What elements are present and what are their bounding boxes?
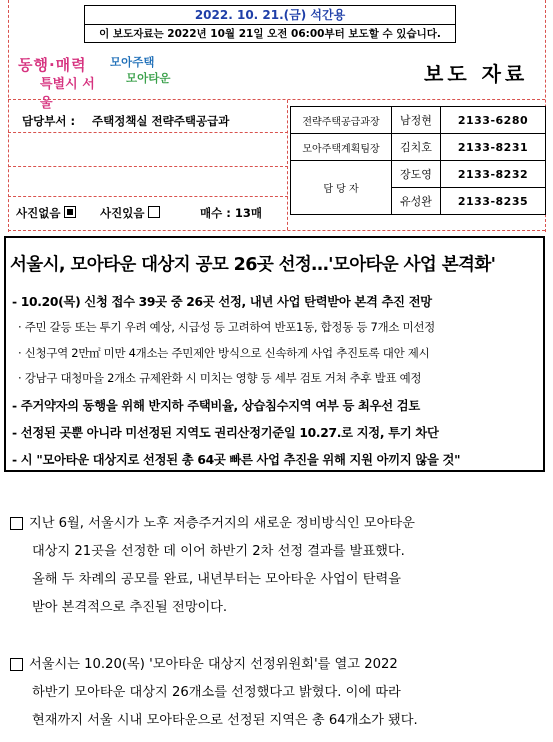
summary-item: · 강남구 대청마을 2개소 규제완화 시 미치는 영향 등 세부 검토 거쳐 추후 발표 예정 xyxy=(18,371,422,385)
staff-label: 담 당 자 xyxy=(291,161,392,215)
dept-value: 주택정책실 전략주택공급과 xyxy=(92,114,230,128)
summary-item: · 주민 갈등 또는 투기 우려 예상, 시급성 등 고려하여 반포1동, 합정동 등 7개소 미선정 xyxy=(18,320,435,334)
dept-label: 담당부서 : xyxy=(22,114,76,128)
summary-item: - 주거약자의 동행을 위해 반지하 주택비율, 상습침수지역 여부 등 최우선 검토 xyxy=(12,399,420,413)
contact-dept: 전략주택공급과장 xyxy=(291,107,392,134)
moa-logo: 모아주택 모아타운 xyxy=(110,55,171,85)
guide-line xyxy=(8,132,288,133)
summary-item: - 선정된 곳뿐 아니라 미선정된 지역도 권리산정기준일 10.27.로 지정, 투기 차단 xyxy=(12,426,439,440)
page-count: 매수 : 13매 xyxy=(200,206,262,220)
contact-row xyxy=(291,107,546,134)
checkbox-checked-icon xyxy=(64,206,76,218)
body-paragraph: 서울시는 10.20(목) '모아타운 대상지 선정위원회'를 열고 2022 하반기 모아타운 대상지 26개소를 선정했다고 밝혔다. 이에 따라 현재까지 서울 시내 모아타운으로 선정된 지역은 총 64개소가 됐다. xyxy=(10,651,540,735)
body-paragraph: 지난 6월, 서울시가 노후 저층주거지의 새로운 정비방식인 모아타운 대상지 21곳을 선정한 데 이어 하반기 2차 선정 결과를 발표했다. 올해 두 차례의 공모를 완료, 내년부터는 모아타운 사업이 탄력을 받아 본격적으로 추진될 전망이다. xyxy=(10,510,540,622)
summary-item: - 시 "모아타운 대상지로 선정된 총 64곳 빠른 사업 추진을 위해 지원 아끼지 않을 것" xyxy=(12,453,461,467)
contact-phone: 2133-8232 xyxy=(441,161,546,188)
photo-option-none: 사진없음 xyxy=(16,205,76,221)
embargo-notice: 이 보도자료는 2022년 10월 21일 오전 06:00부터 보도할 수 있습니다. xyxy=(99,28,441,40)
summary-item: - 10.20(목) 신청 접수 39곳 중 26곳 선정, 내년 사업 탄력받아 본격 추진 전망 xyxy=(12,295,432,309)
summary-item: · 신청구역 2만㎡ 미만 4개소는 주민제안 방식으로 신속하게 사업 추진토록 대안 제시 xyxy=(18,346,430,360)
guide-line xyxy=(287,100,288,230)
checkbox-empty-icon xyxy=(148,206,160,218)
guide-line xyxy=(8,230,545,231)
contact-name: 장도영 xyxy=(392,161,441,188)
contact-name: 김치호 xyxy=(392,134,441,161)
document-title: 보도 자료 xyxy=(424,62,529,86)
contact-name: 남정현 xyxy=(392,107,441,134)
guide-line xyxy=(8,196,288,197)
contact-phone: 2133-8231 xyxy=(441,134,546,161)
seoul-logo: 동행·매력 특별시 서울 xyxy=(18,56,95,111)
contact-row xyxy=(291,134,546,161)
contact-phone: 2133-6280 xyxy=(441,107,546,134)
contact-name: 유성완 xyxy=(392,188,441,215)
contact-table xyxy=(290,106,546,215)
guide-line xyxy=(8,0,9,232)
contact-row xyxy=(291,161,546,188)
contact-dept: 모아주택계획팀장 xyxy=(291,134,392,161)
embargo-date: 2022. 10. 21.(금) 석간용 xyxy=(85,6,455,25)
checkbox-bullet-icon xyxy=(10,658,23,671)
headline: 서울시, 모아타운 대상지 공모 26곳 선정…'모아타운 사업 본격화' xyxy=(10,255,496,275)
contact-phone: 2133-8235 xyxy=(441,188,546,215)
guide-line xyxy=(8,166,288,167)
photo-option-yes: 사진있음 xyxy=(100,205,160,221)
checkbox-bullet-icon xyxy=(10,517,23,530)
embargo-box xyxy=(84,5,456,43)
